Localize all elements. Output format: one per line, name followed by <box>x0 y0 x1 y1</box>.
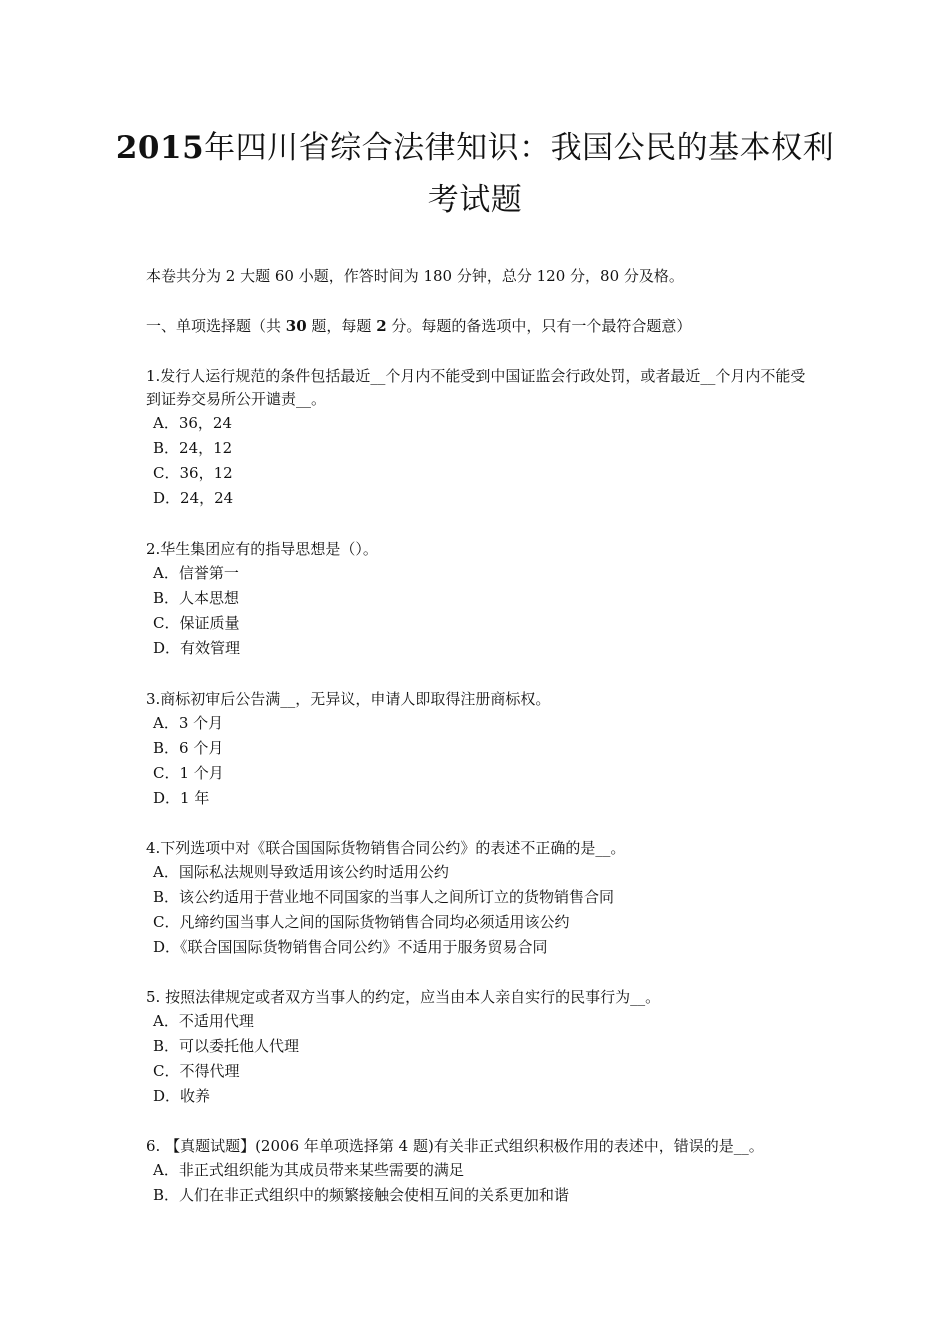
option-d: D．《联合国国际货物销售合同公约》不适用于服务贸易合同 <box>153 938 548 956</box>
question-4 <box>146 837 814 960</box>
question-6 <box>146 1135 814 1208</box>
option-b: B．人本思想 <box>153 589 240 607</box>
option-b: B．可以委托他人代理 <box>153 1037 300 1055</box>
option-c: C．凡缔约国当事人之间的国际货物销售合同均必须适用该公约 <box>153 913 570 931</box>
option-a: A．不适用代理 <box>153 1012 254 1030</box>
title-line1: 年四川省综合法律知识：我国公民的基本权利 <box>204 130 835 166</box>
section-count: 30 <box>285 317 307 335</box>
section-points: 2 <box>376 317 387 335</box>
option-a: A．非正式组织能为其成员带来某些需要的满足 <box>153 1161 464 1179</box>
option-b: B．24，12 <box>153 439 233 457</box>
question-stem: 5. 按照法律规定或者双方当事人的约定，应当由本人亲自实行的民事行为__。 <box>146 988 661 1006</box>
question-stem: 2.华生集团应有的指导思想是（）。 <box>146 540 378 558</box>
option-c: C．不得代理 <box>153 1062 240 1080</box>
option-d: D．收养 <box>153 1087 211 1105</box>
question-1 <box>146 365 814 511</box>
question-5 <box>146 986 814 1109</box>
option-b: B．该公约适用于营业地不同国家的当事人之间所订立的货物销售合同 <box>153 888 615 906</box>
option-d: D．1 年 <box>153 789 210 807</box>
option-a: A．信誉第一 <box>153 564 239 582</box>
option-c: C．保证质量 <box>153 614 240 632</box>
option-c: C．36，12 <box>153 464 233 482</box>
option-c: C．1 个月 <box>153 764 224 782</box>
section-suffix: 分。每题的备选项中，只有一个最符合题意） <box>386 317 692 335</box>
question-stem: 6. 【真题试题】(2006 年单项选择第 4 题)有关非正式组织积极作用的表述中，错误的是__。 <box>146 1137 764 1155</box>
question-stem: 1.发行人运行规范的条件包括最近__个月内不能受到中国证监会行政处罚，或者最近__个月内不能受到证券交易所公开谴责__。 <box>146 367 806 408</box>
option-b: B．人们在非正式组织中的频繁接触会使相互间的关系更加和谐 <box>153 1186 570 1204</box>
option-a: A．国际私法规则导致适用该公约时适用公约 <box>153 863 449 881</box>
section-mid: 题，每题 <box>306 317 377 335</box>
option-a: A．36，24 <box>153 414 233 432</box>
question-stem: 4.下列选项中对《联合国国际货物销售合同公约》的表述不正确的是__。 <box>146 839 626 857</box>
document-title-line2: 考试题 <box>427 182 523 218</box>
exam-intro: 本卷共分为 2 大题 60 小题，作答时间为 180 分钟，总分 120 分，80 分及格。 <box>146 267 684 285</box>
question-2 <box>146 538 814 661</box>
question-stem: 3.商标初审后公告满__，无异议，申请人即取得注册商标权。 <box>146 690 551 708</box>
option-a: A．3 个月 <box>153 714 224 732</box>
document-title <box>0 128 950 168</box>
title-year: 2015 <box>115 130 205 166</box>
section-prefix: 一、单项选择题（共 <box>146 317 286 335</box>
option-b: B．6 个月 <box>153 739 224 757</box>
question-3 <box>146 688 814 811</box>
option-d: D．有效管理 <box>153 639 241 657</box>
option-d: D．24，24 <box>153 489 234 507</box>
section-heading <box>146 315 691 337</box>
